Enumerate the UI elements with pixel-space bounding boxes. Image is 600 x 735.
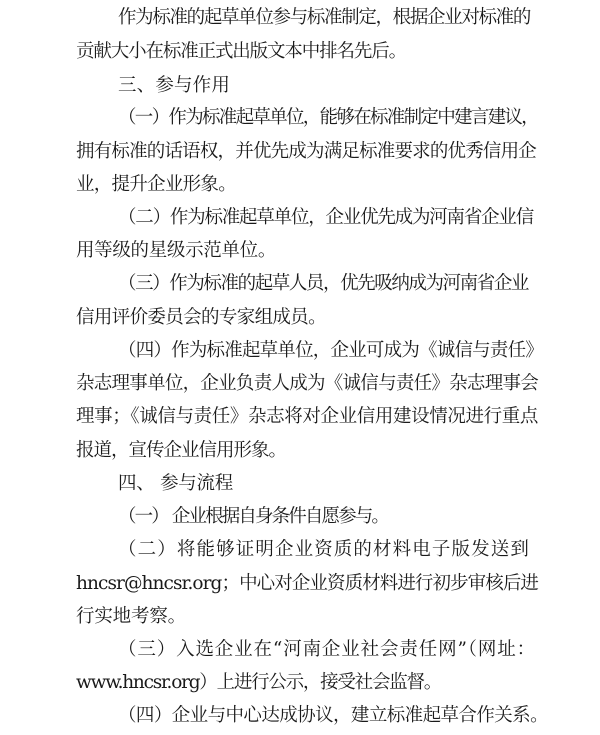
paragraph-line: 理事；《诚信与责任》杂志将对企业信用建设情况进行重点 — [76, 406, 538, 427]
paragraph-line: 用等级的星级示范单位。 — [76, 240, 276, 261]
section-heading: 四、 参与流程 — [118, 473, 233, 494]
paragraph-line: 信用评价委员会的专家组成员。 — [76, 307, 326, 328]
paragraph-line: 杂志理事单位，企业负责人成为《诚信与责任》杂志理事会 — [76, 373, 538, 394]
paragraph-line: 报道，宣传企业信用形象。 — [76, 440, 286, 461]
paragraph-line: 业，提升企业形象。 — [76, 174, 236, 195]
paragraph-line: 行实地考察。 — [76, 606, 186, 627]
paragraph-line: （二）将能够证明企业资质的材料电子版发送到 — [118, 539, 530, 560]
paragraph-line: （四）企业与中心达成协议，建立标准起草合作关系。 — [118, 705, 548, 726]
section-heading: 三、参与作用 — [118, 75, 230, 96]
paragraph-line: （三）入选企业在“河南企业社会责任网”（网址： — [118, 639, 536, 660]
paragraph-line: （二）作为标准起草单位，企业优先成为河南省企业信 — [118, 207, 533, 228]
paragraph-line: （一）作为标准起草单位，能够在标准制定中建言建议， — [118, 107, 538, 128]
paragraph-line: hncsr@hncsr.org；中心对企业资质材料进行初步审核后进 — [76, 573, 538, 594]
paragraph-line: 拥有标准的话语权，并优先成为满足标准要求的优秀信用企 — [76, 141, 536, 162]
paragraph-line: 贡献大小在标准正式出版文本中排名先后。 — [76, 41, 406, 62]
paragraph-line: www.hncsr.org）上进行公示，接受社会监督。 — [76, 672, 441, 693]
paragraph-line: （四）作为标准起草单位，企业可成为《诚信与责任》 — [118, 340, 543, 361]
paragraph-line: （一） 企业根据自身条件自愿参与。 — [118, 506, 388, 527]
paragraph-line: 作为标准的起草单位参与标准制定，根据企业对标准的 — [118, 7, 530, 28]
paragraph-line: （三）作为标准的起草人员，优先吸纳成为河南省企业 — [118, 273, 528, 294]
